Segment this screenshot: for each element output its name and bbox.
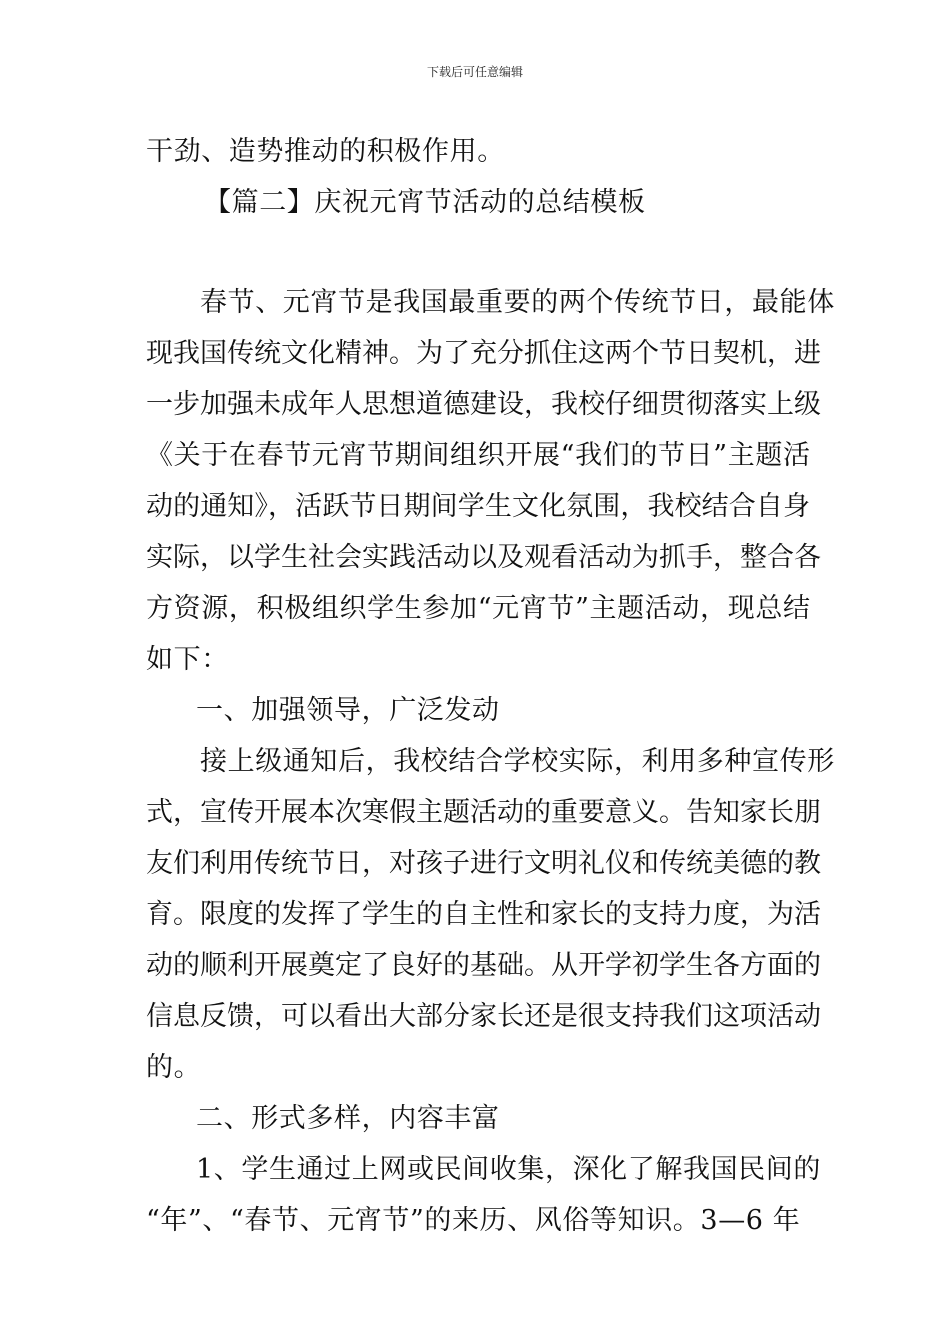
page-header: 下载后可任意编辑 (426, 65, 523, 79)
paragraph-first-line: 1、学生通过上网或民间收集，深化了解我国民间的 (196, 1154, 821, 1185)
text-line: 式，宣传开展本次寒假主题活动的重要意义。告知家长朋 (146, 797, 821, 828)
text-line: 信息反馈，可以看出大部分家长还是很支持我们这项活动 (146, 1001, 821, 1032)
text-line: 《关于在春节元宵节期间组织开展“我们的节日”主题活 (146, 440, 810, 471)
text-line: 动的顺利开展奠定了良好的基础。从开学初学生各方面的 (146, 950, 821, 981)
text-line: 方资源，积极组织学生参加“元宵节”主题活动，现总结 (146, 593, 810, 624)
text-line: 现我国传统文化精神。为了充分抓住这两个节日契机，进 (146, 338, 821, 369)
text-line: 友们利用传统节日，对孩子进行文明礼仪和传统美德的教 (146, 848, 821, 879)
paragraph-first-line: 春节、元宵节是我国最重要的两个传统节日，最能体 (200, 287, 835, 318)
subsection-heading: 一、加强领导，广泛发动 (196, 695, 500, 726)
text-line: “年”、“春节、元宵节”的来历、风俗等知识。3—6 年 (146, 1205, 801, 1236)
text-line: 育。限度的发挥了学生的自主性和家长的支持力度，为活 (146, 899, 821, 930)
document-body (146, 126, 835, 1246)
subsection-heading: 二、形式多样，内容丰富 (196, 1103, 500, 1134)
text-line: 干劲、造势推动的积极作用。 (146, 136, 505, 167)
section-title: 【篇二】庆祝元宵节活动的总结模板 (204, 187, 646, 218)
blank-line (146, 228, 810, 277)
paragraph-first-line: 接上级通知后，我校结合学校实际，利用多种宣传形 (200, 746, 835, 777)
text-line: 一步加强未成年人思想道德建设，我校仔细贯彻落实上级 (146, 389, 821, 420)
text-line: 动的通知》，活跃节日期间学生文化氛围，我校结合自身 (146, 491, 810, 522)
text-line: 如下： (146, 644, 229, 675)
text-line: 的。 (146, 1052, 202, 1083)
text-line: 实际，以学生社会实践活动以及观看活动为抓手，整合各 (146, 542, 821, 573)
